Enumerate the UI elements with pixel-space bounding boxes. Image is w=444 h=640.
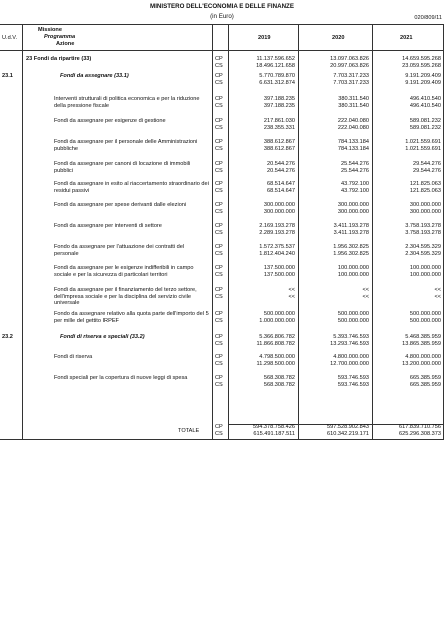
row-cs-code: CS <box>215 382 223 388</box>
row-cs-code: CS <box>215 125 223 131</box>
row-cp-value: 14.659.595.268 <box>402 56 441 62</box>
row-cp-code: CP <box>215 311 223 317</box>
row-cs-value: 11.866.808.782 <box>256 341 295 347</box>
rule-2020 <box>372 24 373 440</box>
row-cs-value: 13.865.385.959 <box>402 341 441 347</box>
row-cp-value: 1.021.559.691 <box>405 139 441 145</box>
row-cp-value: 9.191.209.409 <box>405 73 441 79</box>
row-cs-value: 100.000.000 <box>337 272 369 278</box>
row-label: Fondi da assegnare per le esigenze indifferibili in campo sociale e per la sicurezza di particolari territori <box>54 265 194 278</box>
row-cp-value: << <box>434 287 441 293</box>
currency-note: (in Euro) <box>210 13 234 20</box>
row-cp-code: CP <box>215 354 223 360</box>
row-cs-value: 222.040.080 <box>337 125 369 131</box>
row-label: Fondi da assegnare (33.1) <box>60 73 129 79</box>
row-cp-value: 137.500.000 <box>263 265 295 271</box>
row-cs-code: CS <box>215 103 223 109</box>
row-cs-code: CS <box>215 80 223 86</box>
row-cp-value: 11.137.596.652 <box>256 56 295 62</box>
row-cs-value: 137.500.000 <box>263 272 295 278</box>
row-cs-value: 589.081.232 <box>409 125 441 131</box>
row-label: Fondi da assegnare in esito al riaccertamento straordinario dei residui passivi <box>54 181 209 194</box>
row-cp-value: 5.393.746.593 <box>333 334 369 340</box>
row-cp-value: 5.770.789.870 <box>259 73 295 79</box>
row-cp-value: 7.703.317.233 <box>333 73 369 79</box>
row-label: Interventi strutturali di politica economica e per la riduzione della pressione fiscale <box>54 96 200 109</box>
row-cs-value: 500.000.000 <box>409 318 441 324</box>
row-cs-code: CS <box>215 230 223 236</box>
row-cp-value: 496.410.540 <box>409 96 441 102</box>
row-cs-value: 388.612.867 <box>263 146 295 152</box>
row-cp-value: 100.000.000 <box>337 265 369 271</box>
col-2019: 2019 <box>258 35 271 41</box>
row-udv: 23.1 <box>2 73 13 79</box>
row-cp-value: 2.304.595.329 <box>405 244 441 250</box>
row-cp-value: 500.000.000 <box>409 311 441 317</box>
row-cp-code: CP <box>215 202 223 208</box>
row-cs-value: 568.308.782 <box>263 382 295 388</box>
row-cs-value: 29.544.276 <box>413 168 441 174</box>
row-cs-value: 665.385.959 <box>409 382 441 388</box>
row-label: Fondo da assegnare relativo alla quota parte dell'importo del 5 per mille del gettito IRPEF <box>54 311 209 324</box>
row-cs-value: 23.059.595.268 <box>402 63 441 69</box>
row-cp-value: 380.311.540 <box>338 96 369 102</box>
row-cp-code: CP <box>215 181 223 187</box>
total-cs-2019: 615.491.187.511 <box>253 431 295 437</box>
rule-desc <box>212 24 213 440</box>
row-cp-code: CP <box>215 244 223 250</box>
row-cp-value: 784.133.184 <box>337 139 369 145</box>
row-cp-value: 4.800.000.000 <box>333 354 369 360</box>
row-cs-value: << <box>434 294 441 300</box>
row-cs-value: 2.304.595.329 <box>405 251 441 257</box>
row-cp-value: 589.081.232 <box>409 118 441 124</box>
row-label: Fondi speciali per la copertura di nuove leggi di spesa <box>54 375 188 381</box>
ministry-title: MINISTERO DELL'ECONOMIA E DELLE FINANZE <box>150 3 294 10</box>
row-cp-value: 500.000.000 <box>263 311 295 317</box>
row-cp-value: 25.544.276 <box>341 161 369 167</box>
row-cp-value: 5.468.385.959 <box>405 334 441 340</box>
col-programma: Programma <box>44 34 76 40</box>
col-azione: Azione <box>56 41 75 47</box>
row-cp-code: CP <box>215 375 223 381</box>
total-cp-code: CP <box>215 424 223 430</box>
rule-2019 <box>298 24 299 440</box>
row-cs-value: 2.289.193.278 <box>259 230 295 236</box>
row-cp-value: 3.758.193.278 <box>405 223 441 229</box>
row-cp-value: 100.000.000 <box>409 265 441 271</box>
row-cs-code: CS <box>215 318 223 324</box>
header-top-rule <box>0 24 444 25</box>
total-cp-2021: 617.839.710.756 <box>399 424 441 430</box>
row-cs-value: << <box>362 294 369 300</box>
row-cs-value: 7.703.317.233 <box>333 80 369 86</box>
row-cp-value: 222.040.080 <box>337 118 369 124</box>
row-label: Fondo da assegnare per l'attuazione dei contratti del personale <box>54 244 185 257</box>
row-cs-value: << <box>288 294 295 300</box>
row-cp-value: 568.308.782 <box>263 375 295 381</box>
row-cs-value: 121.825.063 <box>409 188 441 194</box>
row-cs-value: 6.631.312.874 <box>259 80 295 86</box>
total-cp-2019: 594.378.758.426 <box>253 424 295 430</box>
row-cp-value: 121.825.063 <box>409 181 441 187</box>
total-cp-2020: 597.528.902.843 <box>327 424 369 430</box>
row-cs-value: 13.293.746.593 <box>330 341 369 347</box>
col-2021: 2021 <box>400 35 413 41</box>
row-label: Fondi da assegnare per il finanziamento del terzo settore, dell'impresa sociale e per la disciplina del servizio civile universale <box>54 287 197 307</box>
row-cs-value: 68.514.647 <box>267 188 295 194</box>
row-cp-code: CP <box>215 56 223 62</box>
row-cp-code: CP <box>215 139 223 145</box>
row-cp-value: 3.411.193.278 <box>333 223 369 229</box>
col-missione: Missione <box>38 27 62 33</box>
row-cp-value: 397.188.235 <box>263 96 295 102</box>
row-cs-value: 496.410.540 <box>409 103 441 109</box>
row-cp-code: CP <box>215 223 223 229</box>
row-cp-code: CP <box>215 118 223 124</box>
document-code: 020/809/11 <box>414 15 442 21</box>
rule-udv <box>22 24 23 440</box>
row-label: Fondi da assegnare per interventi di settore <box>54 223 162 229</box>
row-cs-value: 3.411.193.278 <box>333 230 369 236</box>
row-cs-value: 12.700.000.000 <box>330 361 369 367</box>
row-cp-code: CP <box>215 265 223 271</box>
row-cs-code: CS <box>215 168 223 174</box>
total-cs-code: CS <box>215 431 223 437</box>
row-cp-value: 5.366.806.782 <box>259 334 295 340</box>
row-cs-code: CS <box>215 341 223 347</box>
row-cs-value: 20.997.063.826 <box>330 63 369 69</box>
row-cs-value: 1.021.559.691 <box>405 146 441 152</box>
row-udv: 23.2 <box>2 334 13 340</box>
row-cp-value: << <box>288 287 295 293</box>
row-cp-value: 13.097.063.826 <box>330 56 369 62</box>
row-cs-value: 500.000.000 <box>337 318 369 324</box>
row-label: Fondi da assegnare per spese derivanti dalle elezioni <box>54 202 187 208</box>
row-cs-value: 300.000.000 <box>409 209 441 215</box>
col-2020: 2020 <box>332 35 345 41</box>
row-cs-code: CS <box>215 361 223 367</box>
row-cs-code: CS <box>215 209 223 215</box>
row-cs-value: 100.000.000 <box>409 272 441 278</box>
row-cp-value: 500.000.000 <box>337 311 369 317</box>
row-cp-value: 4.798.500.000 <box>259 354 295 360</box>
total-label: TOTALE <box>178 428 200 434</box>
row-cp-value: 2.169.193.278 <box>259 223 295 229</box>
row-cp-value: 665.385.959 <box>409 375 441 381</box>
row-label: Fondi da assegnare per il personale delle Amministrazioni pubbliche <box>54 139 198 152</box>
row-cp-value: 43.792.100 <box>341 181 369 187</box>
totals-bottom-rule <box>0 439 444 440</box>
row-cp-value: 68.514.647 <box>267 181 295 187</box>
row-cs-value: 1.000.000.000 <box>259 318 295 324</box>
row-cp-value: 300.000.000 <box>409 202 441 208</box>
row-cp-value: 20.544.276 <box>267 161 295 167</box>
row-label: Fondi di riserva e speciali (33.2) <box>60 334 145 340</box>
row-cs-value: 25.544.276 <box>341 168 369 174</box>
row-cs-value: 593.746.593 <box>337 382 369 388</box>
row-label: Fondi di riserva <box>54 354 93 360</box>
row-cs-value: 300.000.000 <box>337 209 369 215</box>
total-cs-2021: 625.296.308.373 <box>399 431 441 437</box>
row-cs-value: 1.956.302.825 <box>333 251 369 257</box>
row-cs-value: 1.812.404.240 <box>259 251 295 257</box>
row-cp-code: CP <box>215 334 223 340</box>
row-cp-value: 1.572.375.537 <box>259 244 295 250</box>
row-cp-value: 4.800.000.000 <box>405 354 441 360</box>
row-cs-code: CS <box>215 272 223 278</box>
row-cp-value: 388.612.867 <box>263 139 295 145</box>
row-cp-value: 29.544.276 <box>413 161 441 167</box>
row-cs-value: 300.000.000 <box>263 209 295 215</box>
row-cp-value: 300.000.000 <box>263 202 295 208</box>
row-cp-value: 593.746.593 <box>337 375 369 381</box>
row-cp-code: CP <box>215 161 223 167</box>
col-udv: U.d.V. <box>2 35 18 41</box>
row-cs-code: CS <box>215 63 223 69</box>
row-cs-value: 18.496.121.658 <box>256 63 295 69</box>
row-cs-value: 397.188.235 <box>263 103 295 109</box>
header-bottom-rule <box>0 50 444 51</box>
row-cs-value: 238.355.331 <box>263 125 295 131</box>
row-cp-value: << <box>362 287 369 293</box>
row-cs-value: 784.133.184 <box>337 146 369 152</box>
row-cs-value: 20.544.276 <box>267 168 295 174</box>
row-cs-value: 13.200.000.000 <box>402 361 441 367</box>
row-cp-value: 1.956.302.825 <box>333 244 369 250</box>
row-cp-code: CP <box>215 96 223 102</box>
row-cs-value: 43.792.100 <box>341 188 369 194</box>
row-cs-value: 9.191.209.409 <box>405 80 441 86</box>
row-label: Fondi da assegnare per canoni di locazione di immobili pubblici <box>54 161 191 174</box>
row-label: 23 Fondi da ripartire (33) <box>26 56 92 62</box>
row-cs-value: 11.298.500.000 <box>256 361 295 367</box>
row-cp-code: CP <box>215 73 223 79</box>
row-cs-code: CS <box>215 251 223 257</box>
row-cs-value: 3.758.193.278 <box>405 230 441 236</box>
rule-code <box>228 24 229 440</box>
row-cp-code: CP <box>215 287 223 293</box>
row-cs-value: 380.311.540 <box>338 103 369 109</box>
row-cs-code: CS <box>215 188 223 194</box>
row-cs-code: CS <box>215 146 223 152</box>
total-cs-2020: 610.342.219.171 <box>327 431 369 437</box>
row-cp-value: 217.861.030 <box>263 118 295 124</box>
row-cp-value: 300.000.000 <box>337 202 369 208</box>
row-cs-code: CS <box>215 294 223 300</box>
row-label: Fondi da assegnare per esigenze di gestione <box>54 118 166 124</box>
